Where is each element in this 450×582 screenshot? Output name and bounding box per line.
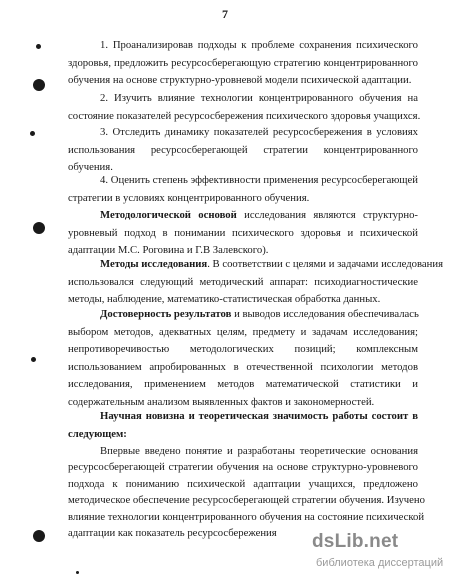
novelty-line-6: адаптации как показатель ресурсосбережения: [68, 527, 277, 540]
novelty-heading: [68, 408, 418, 443]
margin-hole-punch: [33, 79, 45, 91]
margin-hole-punch: [33, 530, 45, 542]
watermark-logo: dsLib.net: [312, 531, 399, 552]
margin-dot: [30, 131, 35, 136]
task-item-2: [68, 90, 421, 125]
reliability-line-3: непротиворечивостью методологических позиций; комплексным: [68, 343, 418, 356]
task-item-3: [68, 124, 418, 177]
methods-paragraph: [68, 256, 444, 309]
task-item-4: [68, 172, 418, 207]
task-1-line-2: здоровья, предложить ресурсосберегающую стратегию концентрированного: [68, 56, 418, 69]
task-1-line-1: 1. Проанализировав подходы к проблеме сохранения психического: [100, 39, 418, 51]
reliability-line-1-rest: и выводов исследования обеспечивалась: [231, 308, 419, 320]
task-4-line-1: 4. Оценить степень эффективности применения ресурсосберегающей: [100, 174, 418, 186]
methodology-line-1-rest: исследования являются структурно-: [236, 209, 418, 221]
reliability-line-2: выбором методов, адекватных целям, предмету и задачам исследования;: [68, 325, 418, 338]
task-3-line-1: 3. Отследить динамику показателей ресурсосбережения в условиях: [100, 126, 418, 138]
margin-hole-punch: [33, 222, 45, 234]
watermark-subtitle: библиотека диссертаций: [316, 557, 444, 569]
reliability-heading: Достоверность результатов: [100, 308, 232, 320]
task-3-line-3: обучения.: [68, 161, 113, 174]
reliability-line-4: использованием апробированных в отечественной психологии методов: [68, 360, 418, 373]
methodology-heading: Методологической основой: [100, 209, 237, 221]
methodology-paragraph: [68, 207, 418, 260]
methodology-line-3: адаптации М.С. Роговина и Г.В Залевского).: [68, 244, 269, 257]
margin-dot: [76, 571, 79, 574]
task-2-line-2: состояние показателей ресурсосбережения психического здоровья учащихся.: [68, 109, 421, 122]
reliability-line-1: [68, 306, 418, 324]
novelty-line-4: методическое обеспечение ресурсосберегающей стратегии обучения. Изучено: [68, 494, 425, 507]
methods-line-1-rest: . В соответствии с целями и задачами исследования: [207, 258, 444, 270]
task-item-1: [68, 37, 418, 90]
methodology-line-2: уровневый подход в понимании психического здоровья и психической: [68, 226, 418, 239]
methods-line-2: использовался следующий методический аппарат: психодиагностические: [68, 275, 418, 288]
novelty-paragraph: [68, 443, 425, 541]
page-number: 7: [222, 7, 228, 21]
methods-line-3: методы, наблюдение, математико-статистическая обработка данных.: [68, 293, 381, 306]
methodology-line-1: [68, 207, 418, 225]
novelty-heading-line-1: Научная новизна и теоретическая значимость работы состоит в: [100, 410, 418, 422]
reliability-line-6: содержательным анализом выявленных фактов и закономерностей.: [68, 395, 375, 408]
novelty-line-2: ресурсосберегающей стратегии обучения на основе структурно-уровневого: [68, 461, 418, 474]
novelty-line-5: влияние технологии концентрированного обучения на состояние психической: [68, 510, 425, 523]
dslib-watermark: [312, 531, 450, 575]
methods-line-1: [68, 256, 444, 274]
margin-dot: [36, 44, 41, 49]
novelty-line-1: Впервые введено понятие и разработаны теоретические основания: [100, 445, 418, 457]
margin-dot: [31, 357, 36, 362]
task-3-line-2: использования ресурсосберегающей стратегии концентрированного: [68, 143, 418, 156]
task-2-line-1: 2. Изучить влияние технологии концентрированного обучения на: [100, 92, 418, 104]
task-4-line-2: стратегии в условиях концентрированного обучения.: [68, 191, 310, 204]
novelty-heading-line-2: следующем:: [68, 427, 127, 440]
novelty-line-3: подхода к пониманию психической адаптации учащихся, предложено: [68, 477, 418, 490]
methods-heading: Методы исследования: [100, 258, 208, 270]
reliability-paragraph: [68, 306, 418, 412]
reliability-line-5: исследования, применением методов математической статистики и: [68, 378, 418, 391]
task-1-line-3: обучения на основе структурно-уровневой модели психической адаптации.: [68, 74, 412, 87]
